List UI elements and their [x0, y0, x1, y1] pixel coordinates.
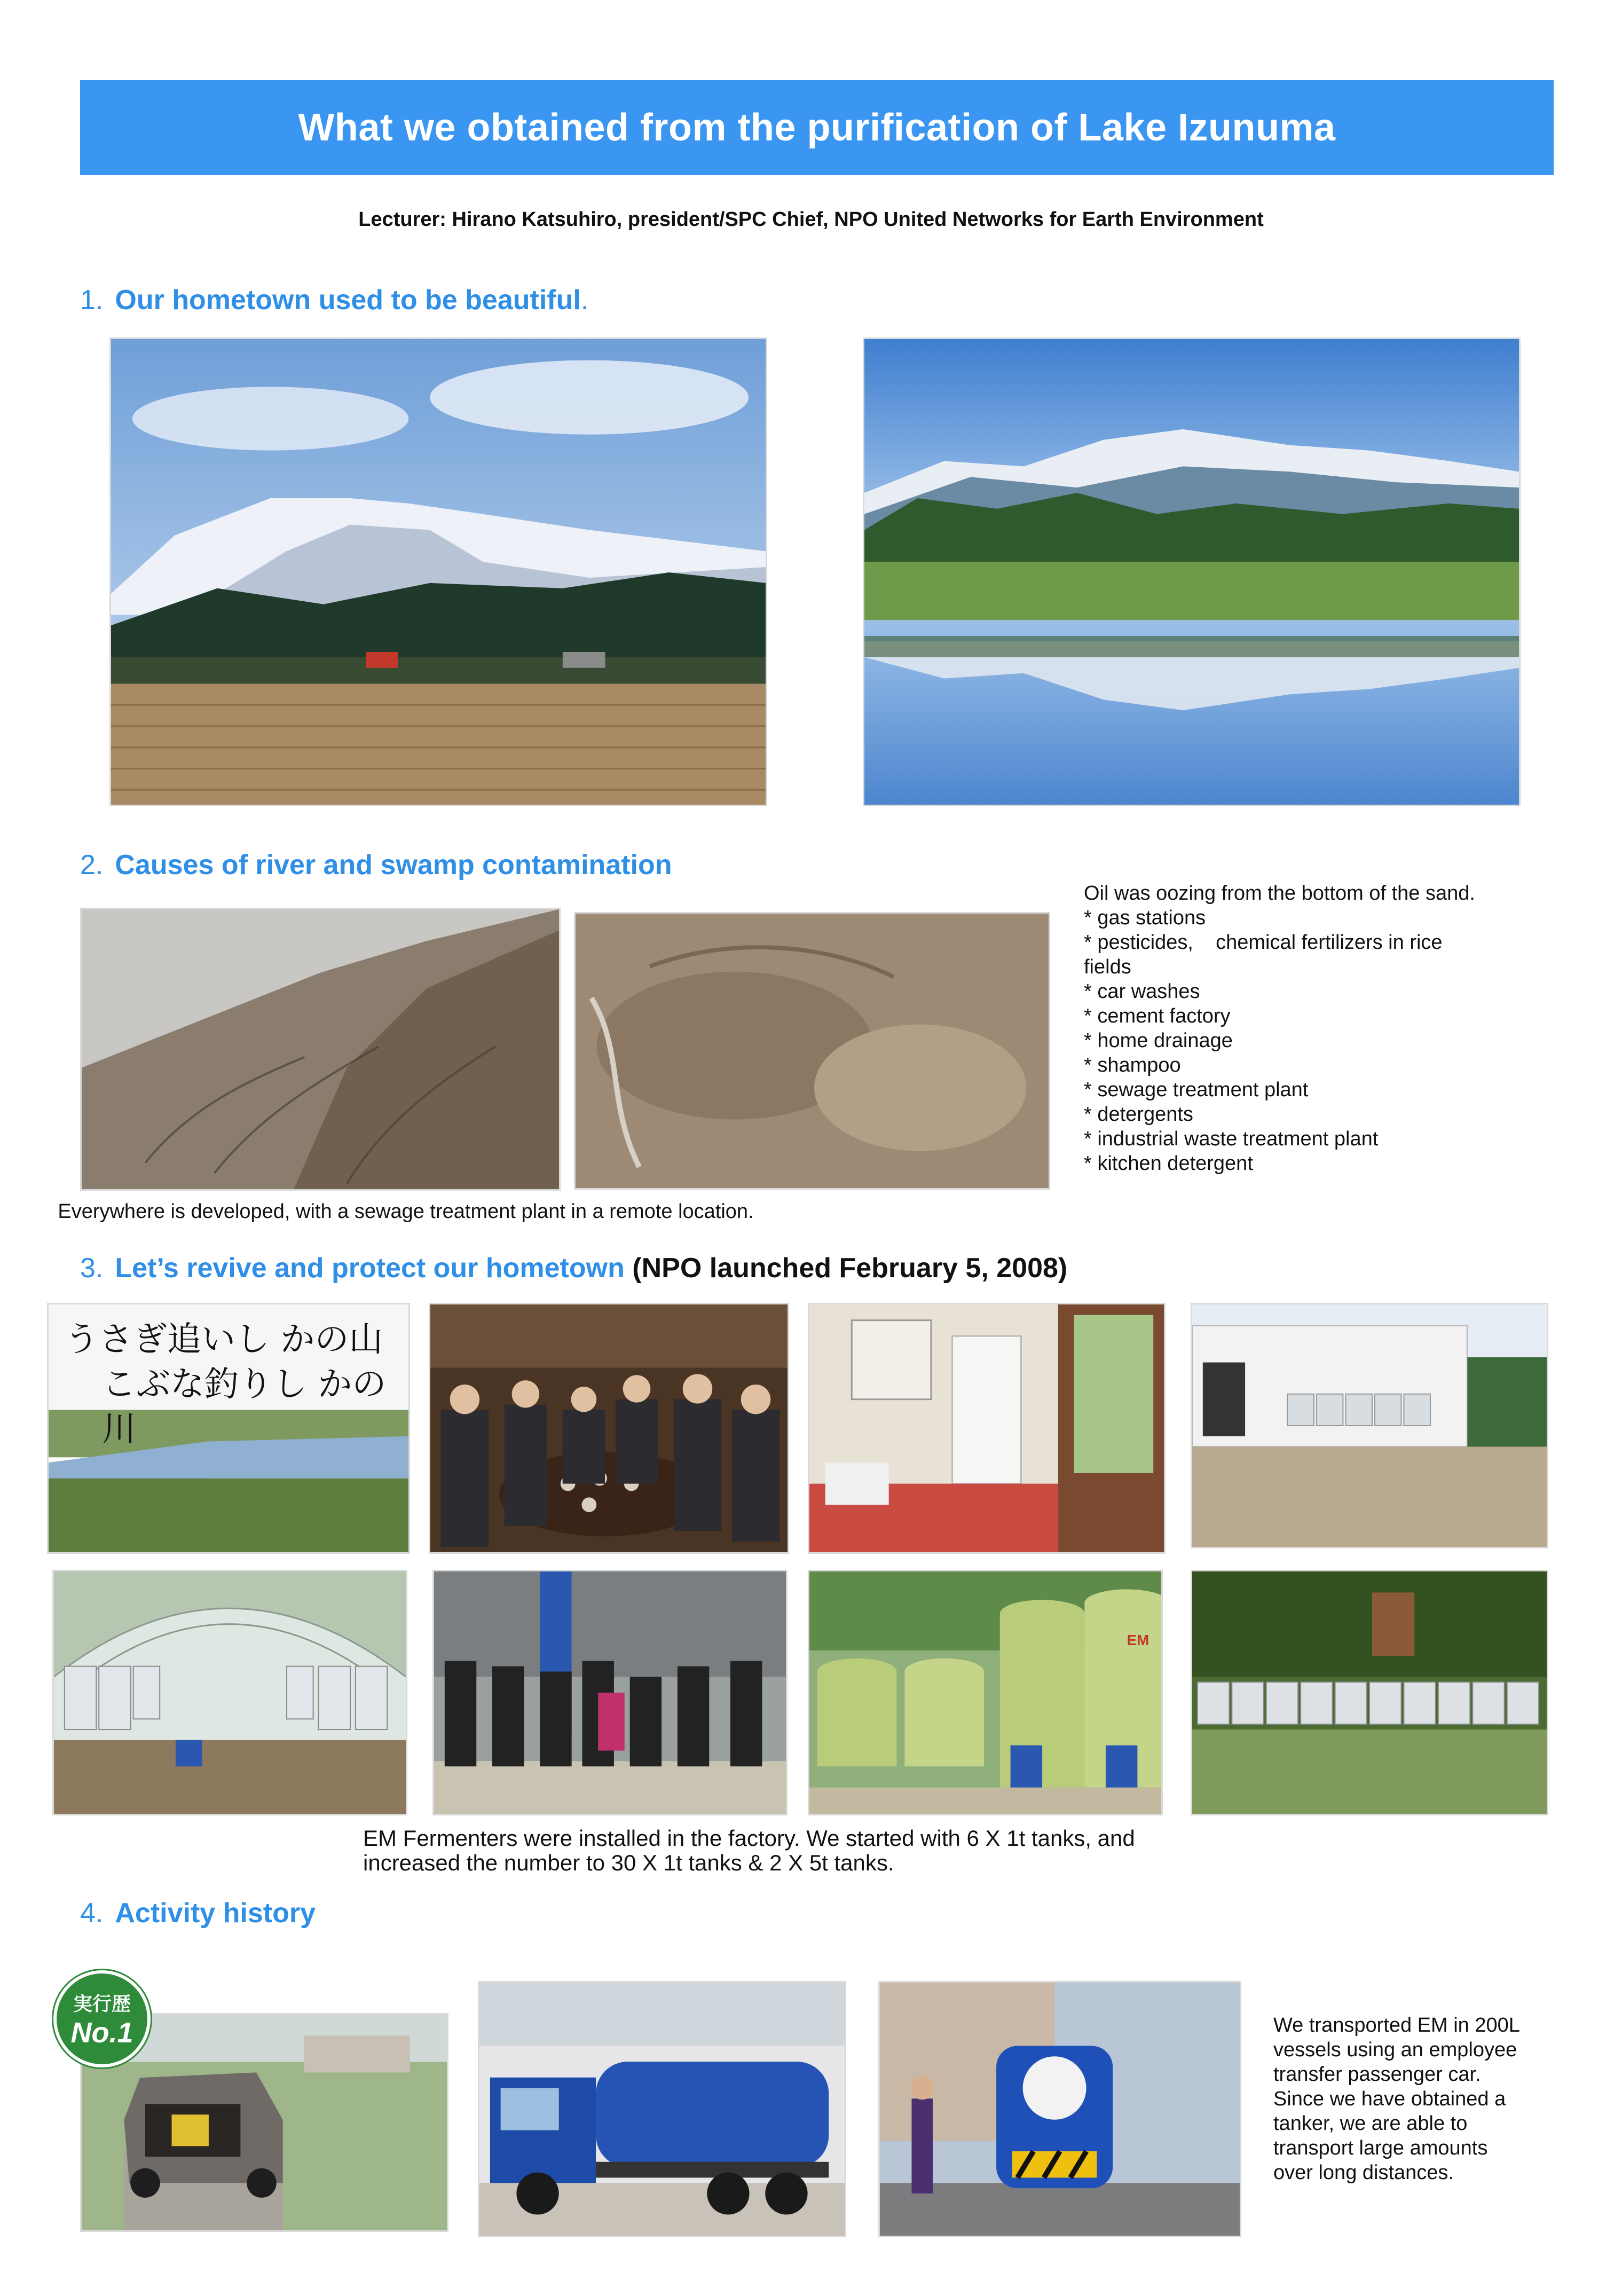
photo-factory-interior: [808, 1303, 1166, 1554]
cause-item: * sewage treatment plant: [1084, 1079, 1309, 1101]
cause-item: * shampoo: [1084, 1054, 1181, 1076]
section-3-heading: 3. Let’s revive and protect our hometown (NPO launched February 5, 2008): [80, 1253, 1068, 1284]
photo-team-group: [432, 1570, 788, 1815]
photo-greenhouse-tanks: [52, 1570, 407, 1815]
photo-contaminated-shore: [80, 908, 561, 1191]
development-caption: Everywhere is developed, with a sewage treatment plant in a remote location.: [58, 1200, 754, 1223]
causes-list: [1084, 881, 1475, 1176]
page-title: What we obtained from the purification of Lake Izunuma: [298, 106, 1336, 149]
photo-meeting-group: [429, 1303, 789, 1554]
fermenters-caption: EM Fermenters were installed in the factory. We started with 6 X 1t tanks, and increased the number to 30 X 1t tanks & 2 X 5t tanks.: [363, 1826, 1135, 1875]
cause-item: * industrial waste treatment plant: [1084, 1128, 1379, 1150]
photo-mountain-reflection-lake: [863, 337, 1521, 806]
cause-item: Oil was oozing from the bottom of the sand.: [1084, 882, 1475, 905]
cause-item: * car washes: [1084, 980, 1200, 1003]
photo-poem-river: [47, 1303, 410, 1554]
lecturer-line: Lecturer: Hirano Katsuhiro, president/SPC Chief, NPO United Networks for Earth Environment: [358, 208, 1264, 231]
photo-blue-tanker-truck: [478, 1981, 846, 2237]
section-4-heading: 4. Activity history: [80, 1898, 316, 1929]
cause-item: * home drainage: [1084, 1029, 1233, 1052]
section-1-heading: 1. Our hometown used to be beautiful.: [80, 285, 589, 316]
photo-snowy-mountain-village: [109, 337, 767, 806]
cause-item: * pesticides, chemical fertilizers in rice: [1084, 931, 1443, 954]
photo-green-tanks: [808, 1570, 1163, 1815]
photo-oily-sand: [574, 912, 1050, 1190]
section-2-heading: 2. Causes of river and swamp contamination: [80, 850, 672, 880]
cause-item: * detergents: [1084, 1103, 1193, 1126]
poem-text: うさぎ追いし かの山 こぶな釣りし かの川: [65, 1320, 387, 1449]
photo-tanker-rear-view: [878, 1981, 1241, 2237]
tanker-description: We transported EM in 200L vessels using an employee transfer passenger car. Since we have obtained a tanker, we are able to transport large amounts over long distances.: [1273, 2014, 1520, 2184]
cause-item: * kitchen detergent: [1084, 1152, 1253, 1175]
cause-item: * cement factory: [1084, 1005, 1231, 1027]
title-banner: [80, 80, 1554, 175]
photo-tanks-outside-building: [1191, 1303, 1548, 1548]
cause-item: fields: [1084, 956, 1131, 978]
tank-label: EM: [1127, 1632, 1149, 1649]
no1-badge: 実行歴 No.1: [53, 1970, 151, 2067]
cause-item: * gas stations: [1084, 907, 1206, 929]
photo-tanks-by-hillside: [1191, 1570, 1548, 1815]
